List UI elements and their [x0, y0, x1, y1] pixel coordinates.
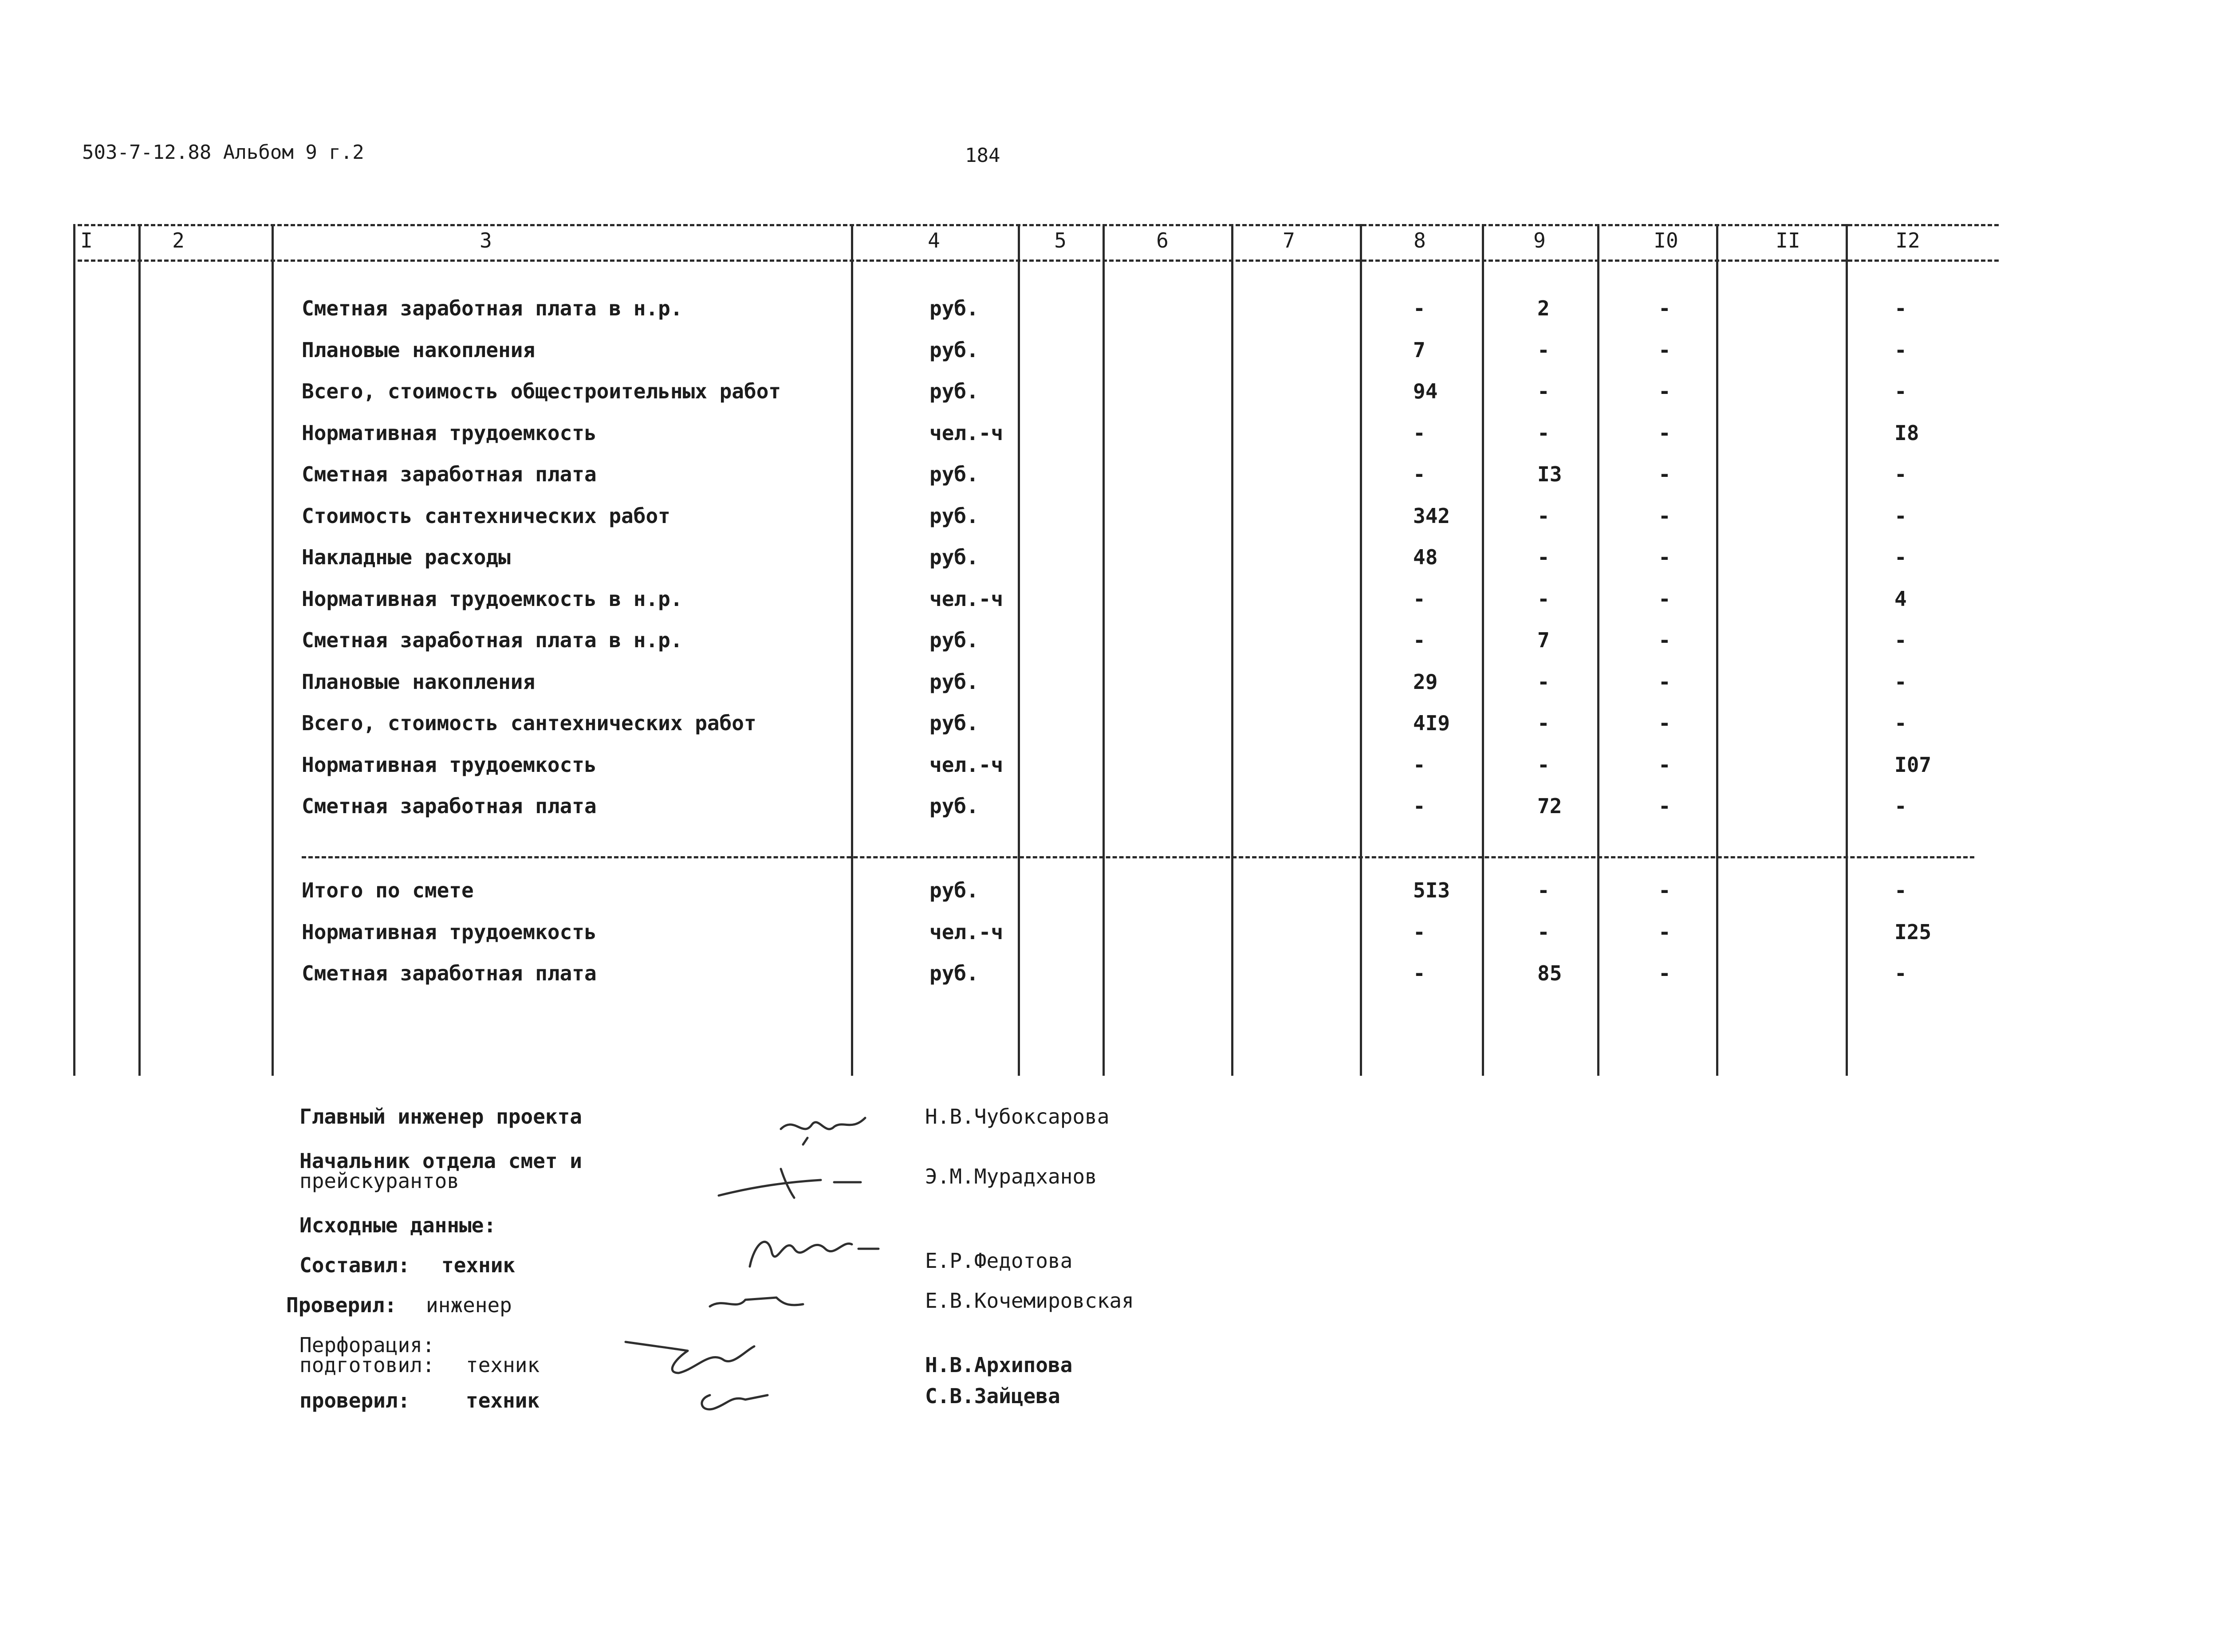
row-unit: руб.: [929, 628, 979, 652]
cell-col-10: -: [1658, 586, 1671, 611]
column-divider: [272, 224, 274, 1076]
cell-col-10: -: [1658, 545, 1671, 569]
row-name: Сметная заработная плата: [302, 961, 597, 985]
column-divider: [138, 224, 141, 1076]
row-unit: чел.-ч: [929, 421, 1004, 445]
column-number: 6: [1156, 228, 1169, 252]
cell-col-8: 29: [1413, 669, 1438, 694]
column-divider: [73, 224, 75, 1076]
cell-col-12: -: [1894, 338, 1907, 362]
column-number: 7: [1283, 228, 1295, 252]
cell-col-12: -: [1894, 794, 1907, 818]
cell-col-9: -: [1537, 878, 1550, 902]
column-divider: [1716, 224, 1718, 1076]
row-name: Всего, стоимость общестроительных работ: [302, 379, 781, 403]
cell-col-9: -: [1537, 379, 1550, 403]
column-divider: [1103, 224, 1105, 1076]
source-data-label: Исходные данные:: [299, 1213, 496, 1237]
cell-col-12: I07: [1894, 752, 1932, 777]
verified-title: техник: [466, 1388, 540, 1412]
prepared-title: техник: [466, 1353, 540, 1377]
cell-col-8: -: [1413, 961, 1425, 985]
cell-col-12: -: [1894, 628, 1907, 652]
cell-col-12: -: [1894, 669, 1907, 694]
cell-col-8: -: [1413, 462, 1425, 486]
cell-col-8: 342: [1413, 503, 1450, 528]
cell-col-12: -: [1894, 379, 1907, 403]
row-unit: чел.-ч: [929, 586, 1004, 611]
column-number: I0: [1654, 228, 1678, 252]
signature-kochemirovskaya: [705, 1280, 812, 1320]
cell-col-12: -: [1894, 545, 1907, 569]
signature-chubokssarova: [776, 1107, 874, 1147]
cell-col-12: -: [1894, 462, 1907, 486]
cell-col-12: -: [1894, 503, 1907, 528]
cell-col-12: I8: [1894, 421, 1919, 445]
totals-separator-rule: [302, 856, 1974, 858]
signature-fedotova: [741, 1218, 883, 1280]
checked-name: Е.В.Кочемировская: [925, 1289, 1134, 1313]
cell-col-8: -: [1413, 794, 1425, 818]
row-unit: чел.-ч: [929, 752, 1004, 777]
column-number: I2: [1895, 228, 1920, 252]
cell-col-8: -: [1413, 920, 1425, 944]
cell-col-9: -: [1537, 421, 1550, 445]
column-divider: [1846, 224, 1848, 1076]
cell-col-9: -: [1537, 669, 1550, 694]
row-unit: руб.: [929, 462, 979, 486]
column-number: II: [1776, 228, 1800, 252]
checked-title: инженер: [426, 1293, 512, 1317]
column-divider: [851, 224, 853, 1076]
column-number: 4: [928, 228, 940, 252]
compiled-title: техник: [441, 1253, 516, 1277]
cell-col-10: -: [1658, 752, 1671, 777]
cell-col-10: -: [1658, 878, 1671, 902]
row-name: Стоимость сантехнических работ: [302, 503, 670, 528]
cell-col-9: 85: [1537, 961, 1562, 985]
cell-col-8: -: [1413, 421, 1425, 445]
row-unit: чел.-ч: [929, 920, 1004, 944]
verified-role: проверил:: [299, 1388, 410, 1412]
row-unit: руб.: [929, 711, 979, 735]
cell-col-9: -: [1537, 752, 1550, 777]
cell-col-10: -: [1658, 462, 1671, 486]
cell-col-12: -: [1894, 961, 1907, 985]
signature-muradkhanov: [714, 1156, 874, 1209]
column-divider: [1018, 224, 1020, 1076]
prepared-role: подготовил:: [299, 1353, 435, 1377]
cell-col-8: 5I3: [1413, 878, 1450, 902]
compiled-role: Составил:: [299, 1253, 410, 1277]
cell-col-9: -: [1537, 586, 1550, 611]
column-number: 9: [1533, 228, 1546, 252]
column-divider: [1231, 224, 1233, 1076]
table-top-rule: [78, 224, 1999, 226]
cell-col-8: 7: [1413, 338, 1425, 362]
row-unit: руб.: [929, 794, 979, 818]
row-name: Накладные расходы: [302, 545, 511, 569]
row-name: Нормативная трудоемкость: [302, 752, 597, 777]
row-name: Сметная заработная плата в н.р.: [302, 628, 683, 652]
chief-engineer-name: Н.В.Чубоксарова: [925, 1105, 1110, 1129]
compiled-name: Е.Р.Федотова: [925, 1249, 1073, 1273]
cell-col-12: -: [1894, 711, 1907, 735]
cell-col-10: -: [1658, 794, 1671, 818]
column-number: I: [80, 228, 93, 252]
checked-role: Проверил:: [286, 1293, 397, 1317]
row-unit: руб.: [929, 379, 979, 403]
chief-engineer-role: Главный инженер проекта: [299, 1105, 582, 1129]
cell-col-9: I3: [1537, 462, 1562, 486]
row-name: Плановые накопления: [302, 338, 536, 362]
document-code: 503-7-12.88 Альбом 9 г.2: [82, 141, 364, 164]
signature-arkhipova-zaitseva: [621, 1333, 807, 1422]
header-bottom-rule: [78, 260, 1999, 262]
prepared-name: Н.В.Архипова: [925, 1353, 1073, 1377]
column-number: 8: [1414, 228, 1426, 252]
cell-col-12: -: [1894, 878, 1907, 902]
cell-col-10: -: [1658, 338, 1671, 362]
cell-col-10: -: [1658, 711, 1671, 735]
verified-name: С.В.Зайцева: [925, 1384, 1060, 1408]
cell-col-9: -: [1537, 545, 1550, 569]
row-unit: руб.: [929, 545, 979, 569]
cell-col-9: -: [1537, 711, 1550, 735]
row-unit: руб.: [929, 961, 979, 985]
row-name: Нормативная трудоемкость в н.р.: [302, 586, 683, 611]
row-name: Плановые накопления: [302, 669, 536, 694]
head-dept-role-line1: Начальник отдела смет и: [299, 1149, 582, 1173]
head-dept-name: Э.М.Мурадханов: [925, 1164, 1097, 1188]
perforation-label: Перфорация:: [299, 1333, 435, 1357]
cell-col-12: -: [1894, 296, 1907, 320]
cell-col-10: -: [1658, 296, 1671, 320]
cell-col-8: -: [1413, 586, 1425, 611]
cell-col-8: 48: [1413, 545, 1438, 569]
row-name: Сметная заработная плата в н.р.: [302, 296, 683, 320]
cell-col-10: -: [1658, 920, 1671, 944]
row-unit: руб.: [929, 669, 979, 694]
column-number: 2: [172, 228, 185, 252]
cell-col-10: -: [1658, 421, 1671, 445]
cell-col-10: -: [1658, 503, 1671, 528]
row-unit: руб.: [929, 338, 979, 362]
column-number: 3: [480, 228, 492, 252]
column-divider: [1597, 224, 1599, 1076]
row-unit: руб.: [929, 503, 979, 528]
row-name: Нормативная трудоемкость: [302, 421, 597, 445]
cell-col-10: -: [1658, 379, 1671, 403]
cell-col-8: 94: [1413, 379, 1438, 403]
cell-col-9: 7: [1537, 628, 1550, 652]
row-name: Сметная заработная плата: [302, 462, 597, 486]
cell-col-9: 2: [1537, 296, 1550, 320]
cell-col-8: 4I9: [1413, 711, 1450, 735]
column-divider: [1482, 224, 1484, 1076]
row-unit: руб.: [929, 296, 979, 320]
page-number: 184: [965, 144, 1000, 167]
column-divider: [1360, 224, 1362, 1076]
cell-col-12: 4: [1894, 586, 1907, 611]
cell-col-12: I25: [1894, 920, 1932, 944]
column-number: 5: [1054, 228, 1067, 252]
cell-col-9: -: [1537, 920, 1550, 944]
row-name: Нормативная трудоемкость: [302, 920, 597, 944]
cell-col-9: 72: [1537, 794, 1562, 818]
cell-col-8: -: [1413, 628, 1425, 652]
cell-col-8: -: [1413, 752, 1425, 777]
cell-col-9: -: [1537, 503, 1550, 528]
row-name: Сметная заработная плата: [302, 794, 597, 818]
row-name: Всего, стоимость сантехнических работ: [302, 711, 756, 735]
cell-col-8: -: [1413, 296, 1425, 320]
cell-col-10: -: [1658, 628, 1671, 652]
cell-col-10: -: [1658, 961, 1671, 985]
cell-col-9: -: [1537, 338, 1550, 362]
cell-col-10: -: [1658, 669, 1671, 694]
row-name: Итого по смете: [302, 878, 474, 902]
row-unit: руб.: [929, 878, 979, 902]
head-dept-role-line2: прейскурантов: [299, 1169, 460, 1193]
